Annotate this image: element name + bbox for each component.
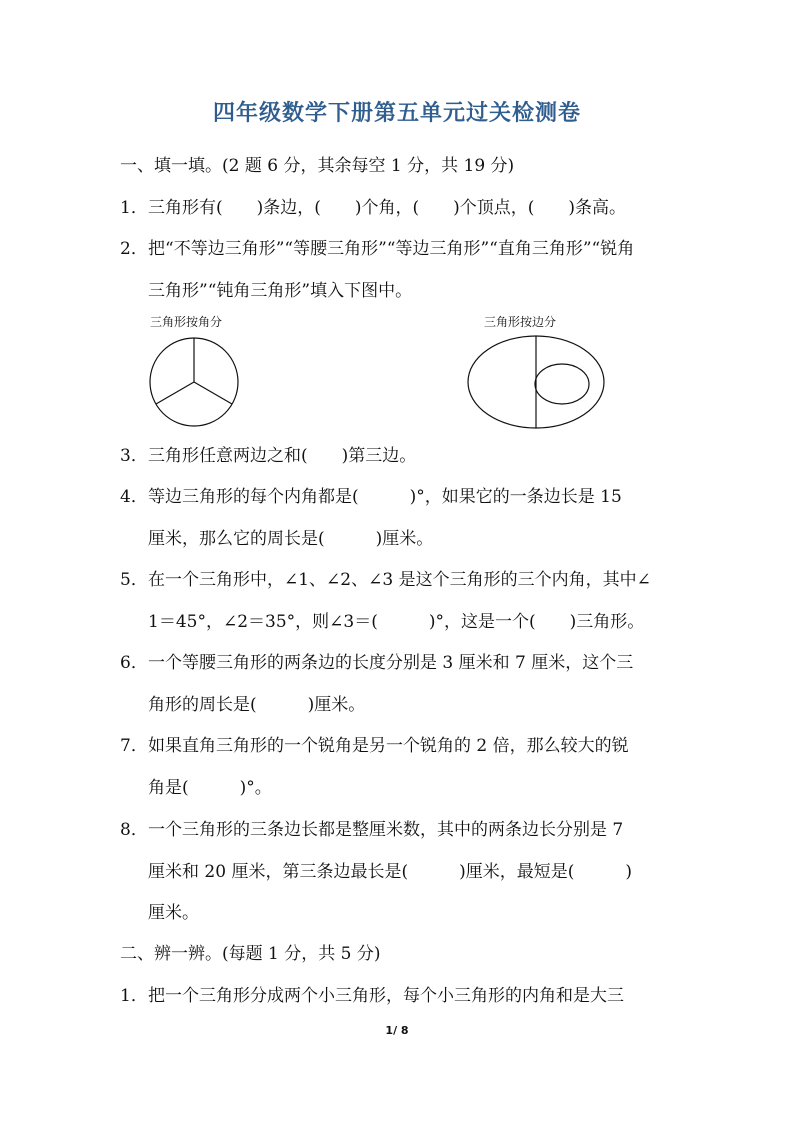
question-number: 2．	[120, 239, 148, 259]
question-6-continued: 角形的周长是( )厘米。	[148, 695, 366, 715]
question-number: 6．	[120, 653, 148, 673]
question-text: 把“不等边三角形”“等腰三角形”“等边三角形”“直角三角形”“锐角	[148, 239, 635, 259]
question-8-continued: 厘米和 20 厘米，第三条边最长是( )厘米，最短是( )	[148, 862, 632, 882]
question-3	[120, 444, 416, 468]
question-number: 1．	[120, 198, 148, 218]
question-number: 8．	[120, 820, 148, 840]
question-text: 把一个三角形分成两个小三角形，每个小三角形的内角和是大三	[148, 986, 624, 1006]
section-2-heading: 二、辨一辨。(每题 1 分，共 5 分)	[120, 944, 381, 964]
side-classification-diagram	[466, 332, 606, 432]
question-6	[120, 651, 633, 675]
question-text: 一个等腰三角形的两条边的长度分别是 3 厘米和 7 厘米，这个三	[148, 653, 634, 673]
question-text: 等边三角形的每个内角都是( )°，如果它的一条边长是 15	[148, 487, 622, 507]
question-text: 在一个三角形中，∠1、∠2、∠3 是这个三角形的三个内角，其中∠	[148, 570, 651, 590]
diagram-right-label: 三角形按边分	[484, 315, 557, 329]
question-number: 1．	[120, 986, 148, 1006]
question-7	[120, 734, 629, 758]
question-7-continued: 角是( )°。	[148, 778, 272, 798]
question-2	[120, 237, 634, 261]
question-number: 5．	[120, 570, 148, 590]
section-1-heading: 一、填一填。(2 题 6 分，其余每空 1 分，共 19 分)	[120, 156, 515, 176]
question-5	[120, 568, 651, 592]
question-8	[120, 818, 623, 842]
question-number: 7．	[120, 736, 148, 756]
question-number: 3．	[120, 446, 148, 466]
question-number: 4．	[120, 487, 148, 507]
page-title: 四年级数学下册第五单元过关检测卷	[212, 101, 581, 126]
question-text: 三角形有( )条边，( )个角，( )个顶点，( )条高。	[148, 198, 627, 218]
angle-classification-diagram	[144, 332, 244, 432]
question-4-continued: 厘米，那么它的周长是( )厘米。	[148, 529, 434, 549]
question-2-continued: 三角形”“钝角三角形”填入下图中。	[148, 281, 413, 301]
question-5-continued: 1＝45°，∠2＝35°，则∠3＝( )°，这是一个( )三角形。	[148, 612, 645, 632]
diagram-left-label: 三角形按角分	[150, 315, 223, 329]
question-text: 一个三角形的三条边长都是整厘米数，其中的两条边长分别是 7	[148, 820, 624, 840]
question-text: 三角形任意两边之和( )第三边。	[148, 446, 417, 466]
question-8-continued: 厘米。	[148, 903, 199, 923]
question-4	[120, 485, 622, 509]
question-1	[120, 196, 626, 220]
page-number: 1/ 8	[385, 1024, 409, 1037]
question-text: 如果直角三角形的一个锐角是另一个锐角的 2 倍，那么较大的锐	[148, 736, 629, 756]
section-2-question-1	[120, 984, 624, 1008]
